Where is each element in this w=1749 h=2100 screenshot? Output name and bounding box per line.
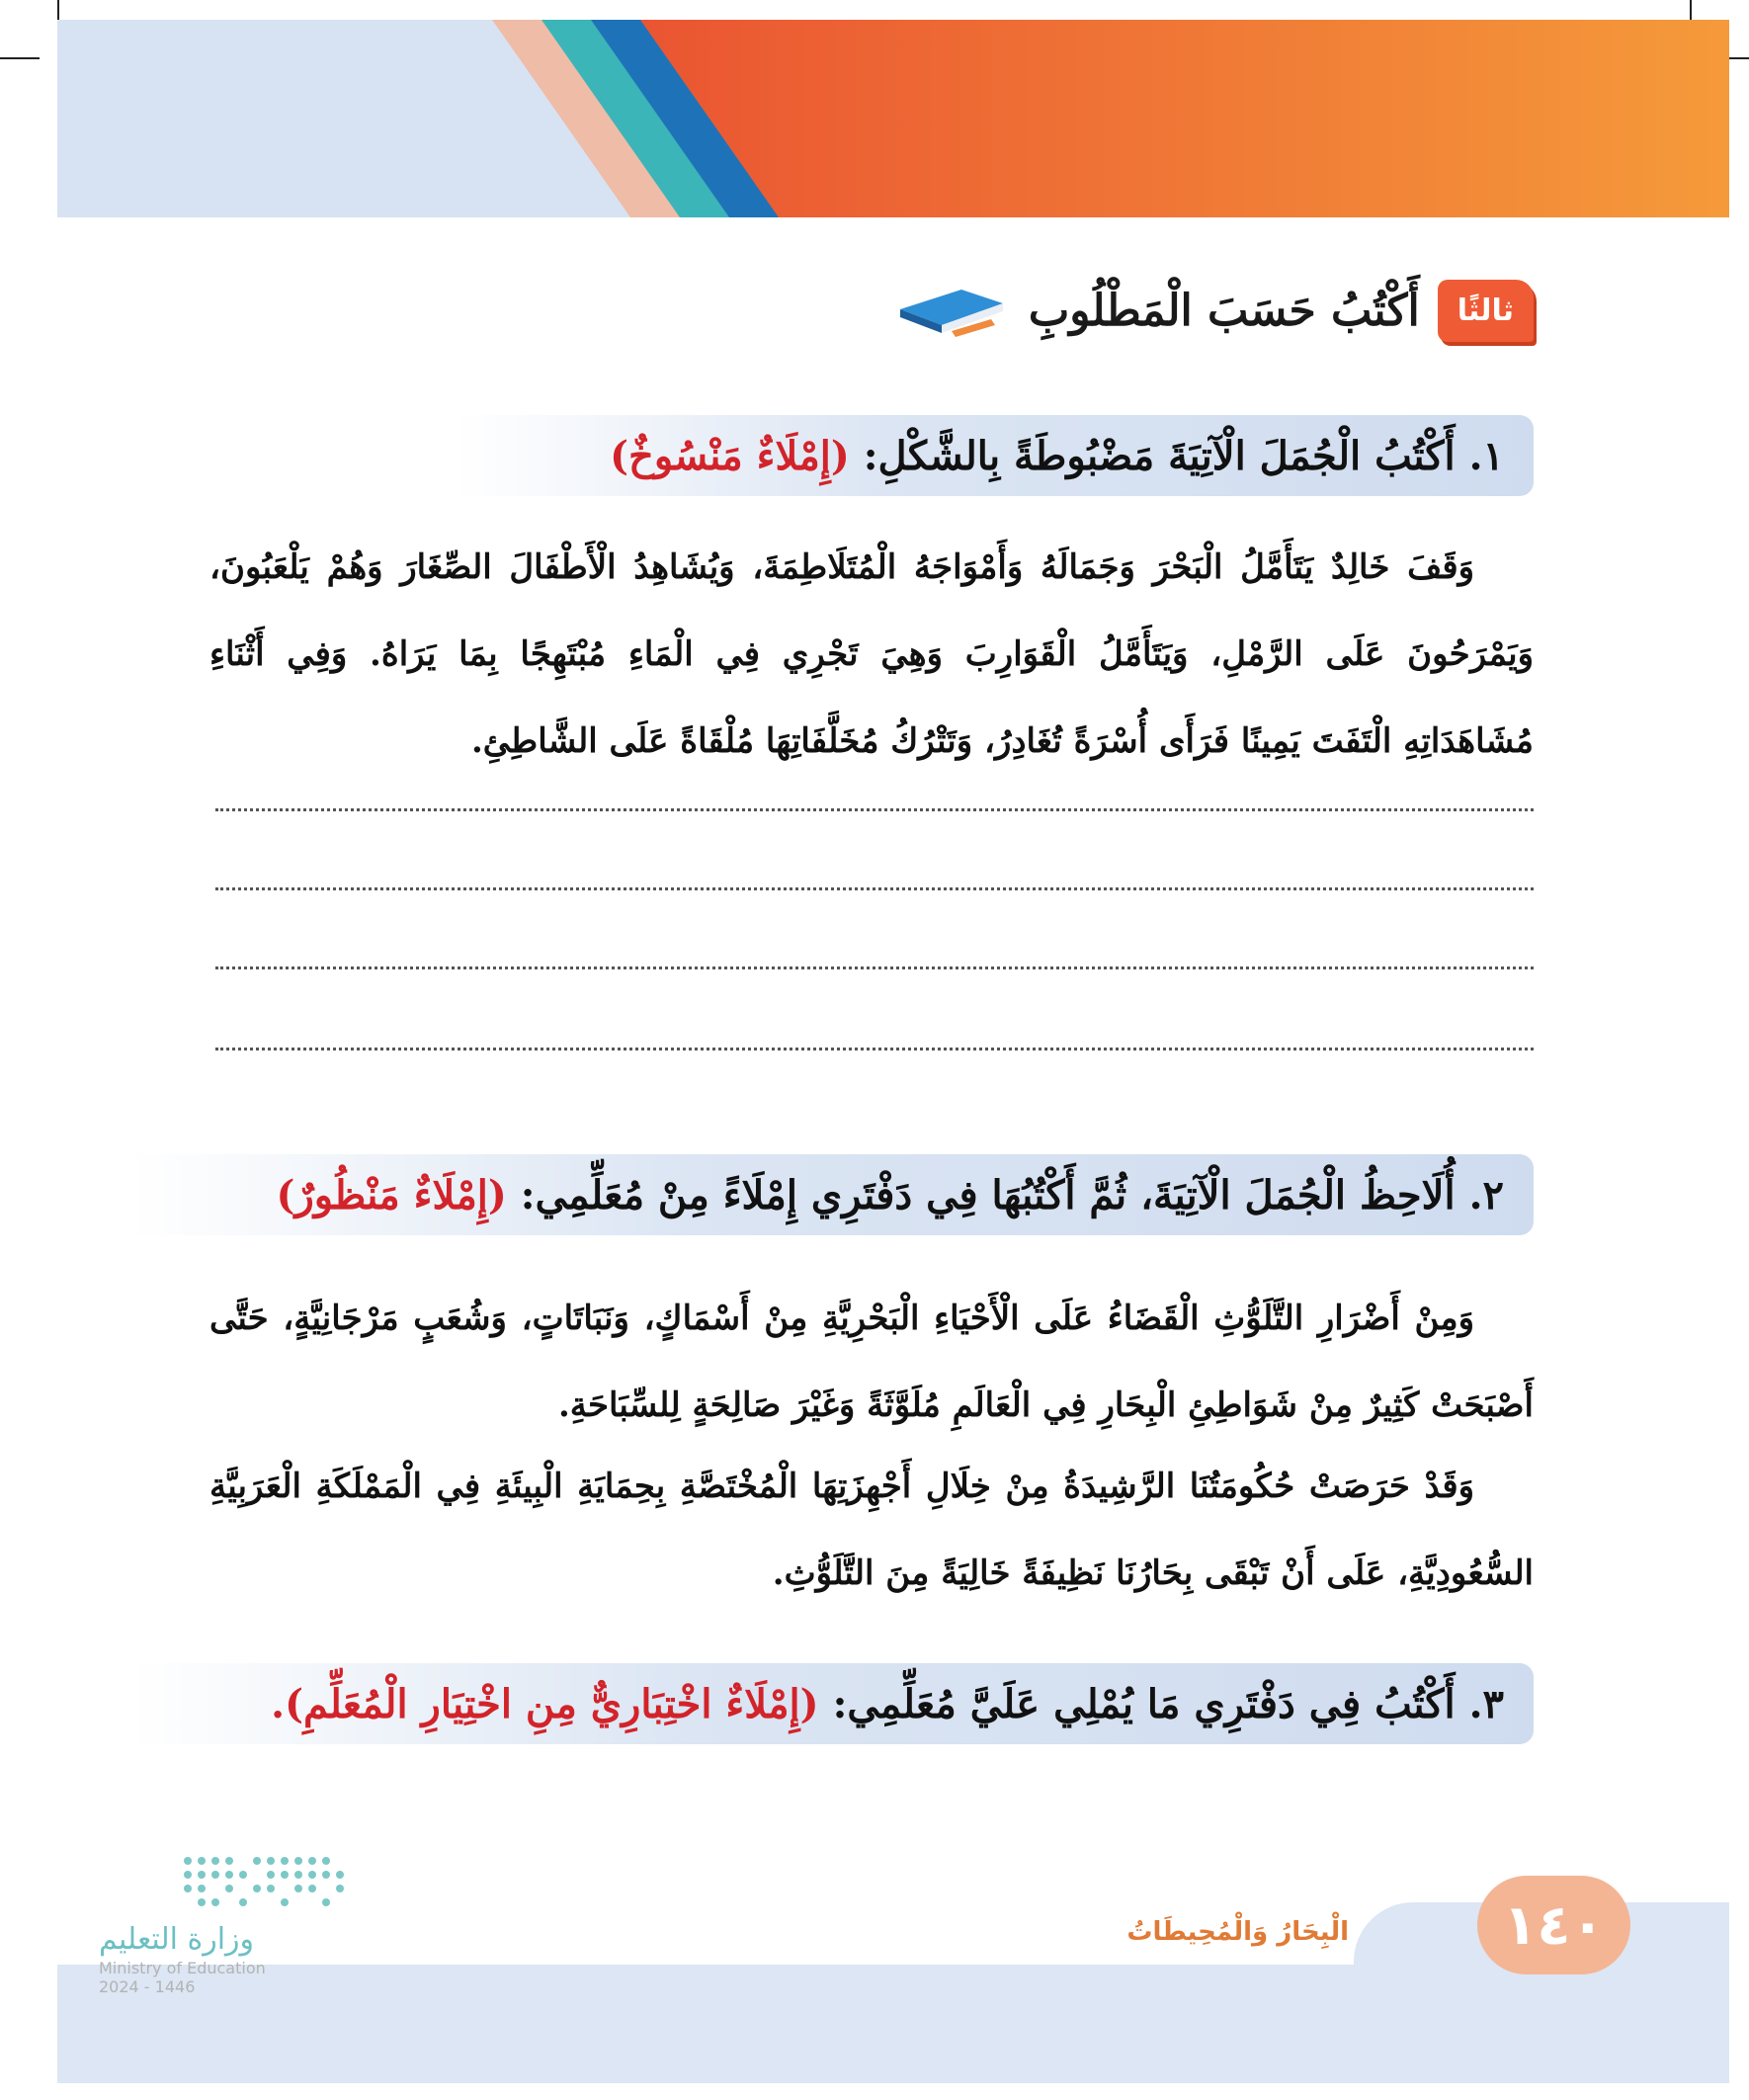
ministry-logo xyxy=(99,1853,356,1996)
question-1-number: ١. xyxy=(1468,432,1504,479)
question-2-paragraph-2: وَقَدْ حَرَصَتْ حُكُومَتُنَا الرَّشِيدَةُ مِنْ خِلَالِ أَجْهِزَتِهَا الْمُخْتَصَّةِ بِحِمَايَةِ الْبِيئَةِ فِي الْمَمْلَكَةِ الْعَرَبِيَّةِ السُّعُودِيَّةِ، عَلَى أَنْ تَبْقَى بِحَارُنَا نَظِيفَةً خَالِيَةً مِنَ التَّلَوُّثِ. xyxy=(209,1467,1534,1593)
question-3-type: (إِمْلَاءٌ اخْتِبَارِيٌّ مِنِ اخْتِيَارِ الْمُعَلِّمِ). xyxy=(271,1680,819,1727)
answer-line xyxy=(215,887,1534,890)
answer-line xyxy=(215,1048,1534,1050)
answer-line xyxy=(215,966,1534,969)
header-banner xyxy=(57,20,1729,217)
question-2-paragraph-1: وَمِنْ أَضْرَارِ التَّلَوُّثِ الْقَضَاءُ عَلَى الْأَحْيَاءِ الْبَحْرِيَّةِ مِنْ أَسْمَاكٍ، وَنَبَاتَاتٍ، وَشُعَبٍ مَرْجَانِيَّةٍ، حَتَّى أَصْبَحَتْ كَثِيرٌ مِنْ شَوَاطِئِ الْبِحَارِ فِي الْعَالَمِ مُلَوَّثَةً وَغَيْرَ صَالِحَةٍ لِلسِّبَاحَةِ. xyxy=(209,1299,1534,1425)
question-3-number: ٣. xyxy=(1468,1680,1504,1727)
question-1-paragraph: وَقَفَ خَالِدٌ يَتَأَمَّلُ الْبَحْرَ وَجَمَالَهُ وَأَمْوَاجَهُ الْمُتَلَاطِمَةَ، وَيُشَاهِدُ الْأَطْفَالَ الصِّغَارَ وَهُمْ يَلْعَبُونَ، وَيَمْرَحُونَ عَلَى الرَّمْلِ، وَيَتَأَمَّلُ الْقَوَارِبَ وَهِيَ تَجْرِي فِي الْمَاءِ مُبْتَهِجًا بِمَا يَرَاهُ. وَفِي أَثْنَاءِ مُشَاهَدَاتِهِ الْتَفَتَ يَمِينًا فَرَأَى أُسْرَةً تُغَادِرُ، وَتَتْرُكُ مُخَلَّفَاتِهَا مُلْقَاةً عَلَى الشَّاطِئِ. xyxy=(209,547,1534,761)
book-pencil-icon xyxy=(892,282,1011,341)
question-2-type: (إِمْلَاءٌ مَنْظُورٌ) xyxy=(276,1171,507,1218)
crop-mark xyxy=(0,57,40,59)
question-3-bar xyxy=(130,1663,1534,1744)
page-number: ١٤٠ xyxy=(1477,1876,1630,1974)
question-1-bar xyxy=(457,415,1534,496)
edition-year: 2024 - 1446 xyxy=(99,1977,196,1996)
unit-name: الْبِحَارُ وَالْمُحِيطَاتُ xyxy=(1126,1917,1349,1947)
ministry-name-arabic: وزارة التعليم xyxy=(99,1922,255,1957)
section-badge: ثالثًا xyxy=(1438,280,1534,342)
question-3-text: أَكْتُبُ فِي دَفْتَرِي مَا يُمْلِي عَلَيَّ مُعَلِّمِي: xyxy=(832,1680,1456,1727)
answer-line xyxy=(215,808,1534,811)
question-2-number: ٢. xyxy=(1468,1171,1504,1218)
ministry-name-english: Ministry of Education xyxy=(99,1959,266,1977)
question-1-type: (إِمْلَاءٌ مَنْسُوخٌ) xyxy=(610,432,850,479)
section-title: أَكْتُبُ حَسَبَ الْمَطْلُوبِ xyxy=(1028,286,1420,336)
question-2-text: أُلَاحِظُ الْجُمَلَ الْآتِيَةَ، ثُمَّ أَكْتُبُهَا فِي دَفْتَرِي إِمْلَاءً مِنْ مُعَلِّمِي: xyxy=(520,1171,1456,1218)
question-1-text: أَكْتُبُ الْجُمَلَ الْآتِيَةَ مَضْبُوطَةً بِالشَّكْلِ: xyxy=(863,432,1456,479)
ministry-dots-icon xyxy=(99,1853,356,1912)
question-2-bar xyxy=(130,1154,1534,1235)
section-heading xyxy=(892,280,1534,342)
